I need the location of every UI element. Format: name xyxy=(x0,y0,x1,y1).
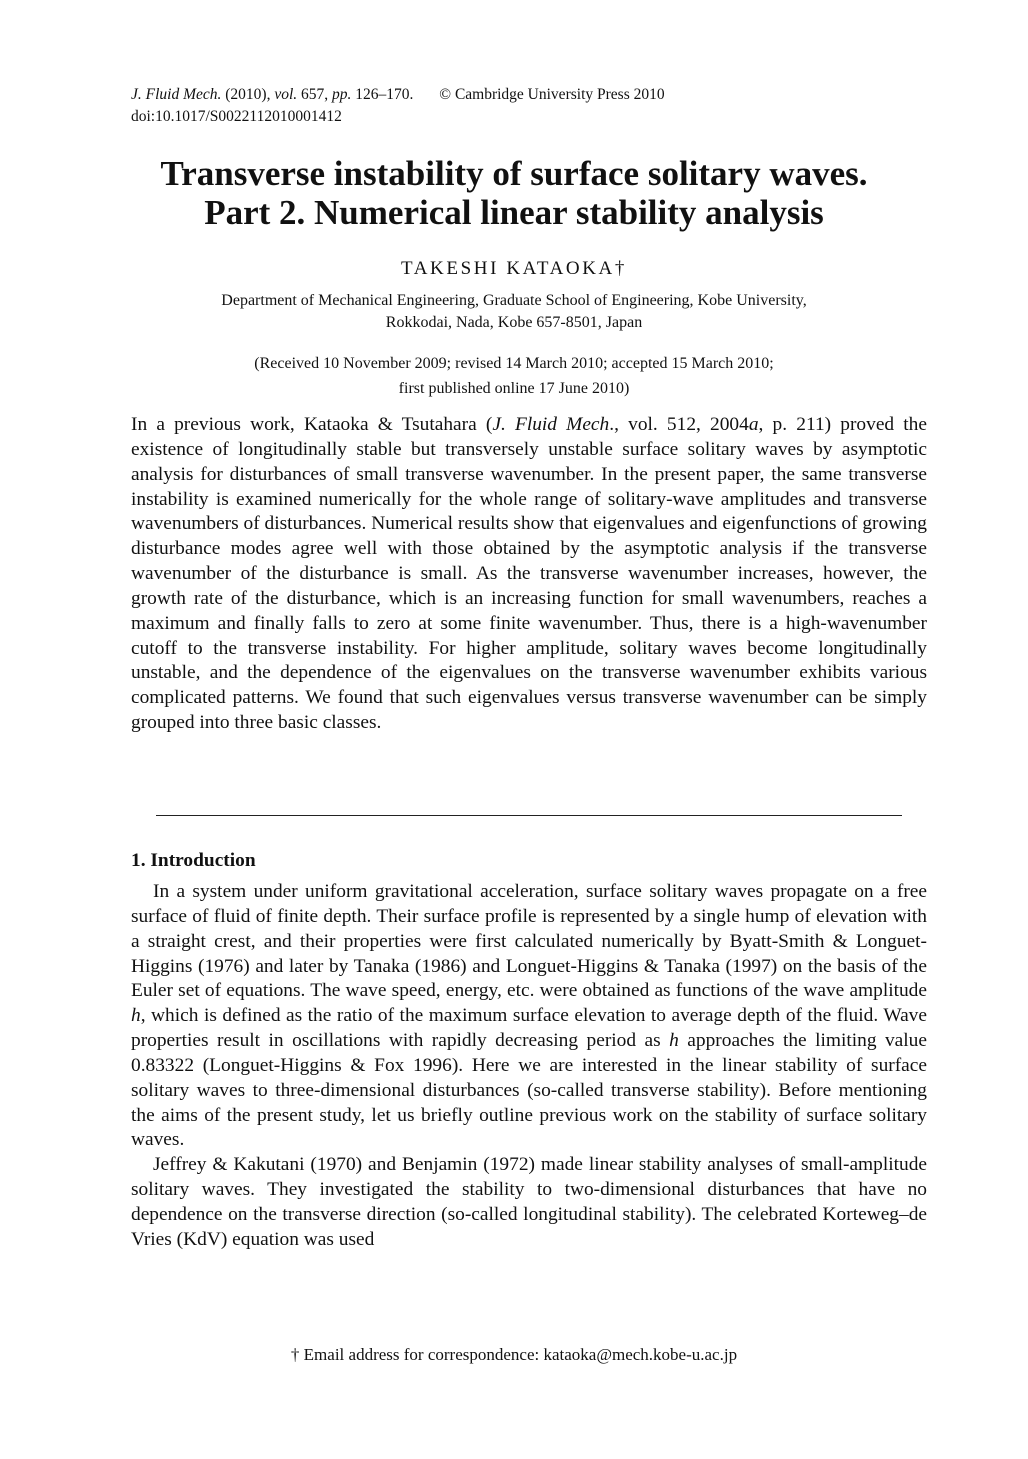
footnote: † Email address for correspondence: kataoka@mech.kobe-u.ac.jp xyxy=(290,1345,738,1364)
abstract-text-1: In a previous work, Kataoka & Tsutahara ( xyxy=(131,414,493,435)
journal-year: (2010), xyxy=(225,86,271,103)
paragraph-text: In a system under uniform gravitational acceleration, surface solitary waves propagate on a free surface of fluid of finite depth. Their surface profile is represented by a single hump of elevation with a straight crest, and their properties were first calculated numerically by Byatt-Smith & Longuet-Higgins (1976) and later by Tanaka (1986) and Longuet-Higgins & Tanaka (1997) on the basis of the Euler set of equations. The wave speed, energy, etc. were obtained as functions of the wave amplitude xyxy=(131,881,927,1002)
doi: doi:10.1017/S0022112010001412 xyxy=(131,108,342,125)
journal-name: J. Fluid Mech. xyxy=(131,86,222,103)
page-range: 126–170. xyxy=(355,86,414,103)
paragraph xyxy=(131,880,927,1153)
introduction-body xyxy=(131,880,927,1253)
paper-title xyxy=(0,154,1028,232)
affiliation-line-2: Rokkodai, Nada, Kobe 657-8501, Japan xyxy=(385,314,643,331)
citation-line xyxy=(131,84,665,106)
author: TAKESHI KATAOKA† xyxy=(401,258,627,279)
title-line-1: Transverse instability of surface solitary waves. xyxy=(160,154,868,193)
abstract-cited-suffix: a xyxy=(748,414,759,435)
copyright-icon: © xyxy=(439,86,452,103)
paragraph-text: , which is defined as the ratio of the maximum surface elevation to average depth of the fluid. Wave properties result in oscillations with rapidly decreasing period as xyxy=(131,1005,927,1052)
journal-header xyxy=(131,84,665,128)
affiliation-line-1: Department of Mechanical Engineering, Graduate School of Engineering, Kobe University, xyxy=(221,292,807,309)
math-symbol-h: h xyxy=(669,1030,679,1052)
volume-number: 657, xyxy=(301,86,329,103)
received-line-1: (Received 10 November 2009; revised 14 March 2010; accepted 15 March 2010; xyxy=(254,355,774,372)
paragraph-text: approaches the limiting value 0.83322 (Longuet-Higgins & Fox 1996). Here we are interested in the linear stability of surface solitary waves to three-dimensional disturbances (so-called transverse stability). Before mentioning the aims of the present study, let us briefly outline previous work on the stability of surface solitary waves. xyxy=(131,1030,927,1151)
paragraph: Jeffrey & Kakutani (1970) and Benjamin (1972) made linear stability analyses of small-amplitude solitary waves. They investigated the stability to two-dimensional disturbances that have no dependence on the transverse direction (so-called longitudinal stability). The celebrated Korteweg–de Vries (KdV) equation was used xyxy=(131,1154,927,1250)
publisher: Cambridge University Press 2010 xyxy=(454,86,665,103)
abstract-text-3: , p. 211) proved the existence of longitudinally stable but transversely unstable surface solitary waves by asymptotic analysis for disturbances of small transverse wavenumber. In the present paper, the same transverse instability is examined numerically for the whole range of solitary-wave amplitudes and transverse wavenumbers of disturbances. Numerical results show that eigenvalues and eigenfunctions of growing disturbance modes agree well with those obtained by the asymptotic analysis if the transverse wavenumber of the disturbance is small. As the transverse wavenumber increases, however, the growth rate of the disturbance, which is an increasing function for small wavenumbers, reaches a maximum and finally falls to zero at some finite wavenumber. Thus, there is a high-wavenumber cutoff to the transverse instability. For higher amplitude, solitary waves become longitudinally unstable, and the dependence of the eigenvalues on the transverse wavenumber exhibits various complicated patterns. We found that such eigenvalues versus transverse wavenumber can be simply grouped into three basic classes. xyxy=(131,414,927,734)
pages-label: pp. xyxy=(332,86,352,103)
section-divider xyxy=(156,815,902,816)
abstract-text-2: ., vol. 512, 2004 xyxy=(609,414,749,435)
section-heading: 1. Introduction xyxy=(131,850,256,871)
abstract xyxy=(131,413,927,736)
math-symbol-h: h xyxy=(131,1005,141,1027)
affiliation xyxy=(0,290,1028,334)
abstract-cited-journal: J. Fluid Mech xyxy=(492,414,610,435)
received-line-2: first published online 17 June 2010) xyxy=(398,380,630,397)
title-line-2: Part 2. Numerical linear stability analysis xyxy=(204,193,824,232)
volume-label: vol. xyxy=(274,86,298,103)
received-dates xyxy=(0,351,1028,401)
